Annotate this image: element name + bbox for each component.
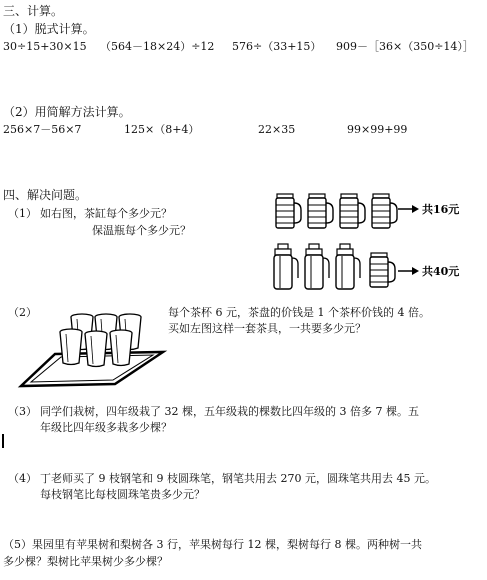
mug-icon xyxy=(340,194,365,228)
mug-icon xyxy=(372,194,397,228)
q5-line-1: （5）果园里有苹果树和梨树各 3 行，苹果树每行 12 棵，梨树每行 8 棵。两种树一共 xyxy=(3,538,422,551)
section-3-title: 三、计算。 xyxy=(3,4,64,18)
tea-cup-icon xyxy=(110,330,132,366)
mug-icon xyxy=(370,253,395,287)
expression: 99×99+99 xyxy=(347,123,408,136)
q2-number: （2） xyxy=(8,306,37,319)
expression: 125×（8+4） xyxy=(124,123,200,136)
q4-line-1: 丁老师买了 9 枝钢笔和 9 枝圆珠笔，钢笔共用去 270 元，圆珠笔共用去 45 元。 xyxy=(40,472,436,485)
expression: 256×7－56×7 xyxy=(3,123,82,136)
q4-line-2: 每枝钢笔比每枝圆珠笔贵多少元？ xyxy=(40,488,205,501)
total-label-bottom: 共40元 xyxy=(422,265,460,278)
expression: 909－［36×（350÷14）］ xyxy=(336,40,474,53)
tea-mugs-figure xyxy=(270,190,480,290)
thermos-icon xyxy=(274,244,298,289)
arrow-icon xyxy=(398,205,419,213)
q1-line-1: 如右图，茶缸每个多少元？ xyxy=(40,207,172,220)
q5-line-2: 多少棵？梨树比苹果树少多少棵？ xyxy=(3,555,168,568)
mug-icon xyxy=(308,194,333,228)
thermos-icon xyxy=(336,244,360,289)
mug-icon xyxy=(276,194,301,228)
total-label-top: 共16元 xyxy=(422,203,460,216)
expression: 30÷15+30×15 xyxy=(3,40,87,53)
q3-number: （3） xyxy=(8,405,37,418)
text-cursor xyxy=(2,434,4,448)
section-4-title: 四、解决问题。 xyxy=(3,188,88,202)
q3-line-2: 年级比四年级多栽多少棵？ xyxy=(40,421,172,434)
q3-line-1: 同学们栽树，四年级栽了 32 棵，五年级栽的棵数比四年级的 3 倍多 7 棵。五 xyxy=(40,405,419,418)
q1-number: （1） xyxy=(8,207,37,220)
q1-line-2: 保温瓶每个多少元？ xyxy=(92,224,191,237)
arrow-icon xyxy=(398,267,419,275)
part-2-title: （2）用简解方法计算。 xyxy=(3,105,131,119)
expression: （564－18×24）÷12 xyxy=(100,40,215,53)
tea-cup-icon xyxy=(60,329,82,365)
thermos-icon xyxy=(305,244,329,289)
q2-line-1: 每个茶杯 6 元，茶盘的价钱是 1 个茶杯价钱的 4 倍。 xyxy=(168,306,430,319)
tea-cup-icon xyxy=(85,331,107,367)
tea-set-figure xyxy=(15,310,165,395)
expression: 22×35 xyxy=(258,123,296,136)
q4-number: （4） xyxy=(8,472,37,485)
q2-line-2: 买如左图这样一套茶具，一共要多少元？ xyxy=(168,322,366,335)
part-1-title: （1）脱式计算。 xyxy=(3,22,95,36)
expression: 576÷（33+15） xyxy=(232,40,322,53)
